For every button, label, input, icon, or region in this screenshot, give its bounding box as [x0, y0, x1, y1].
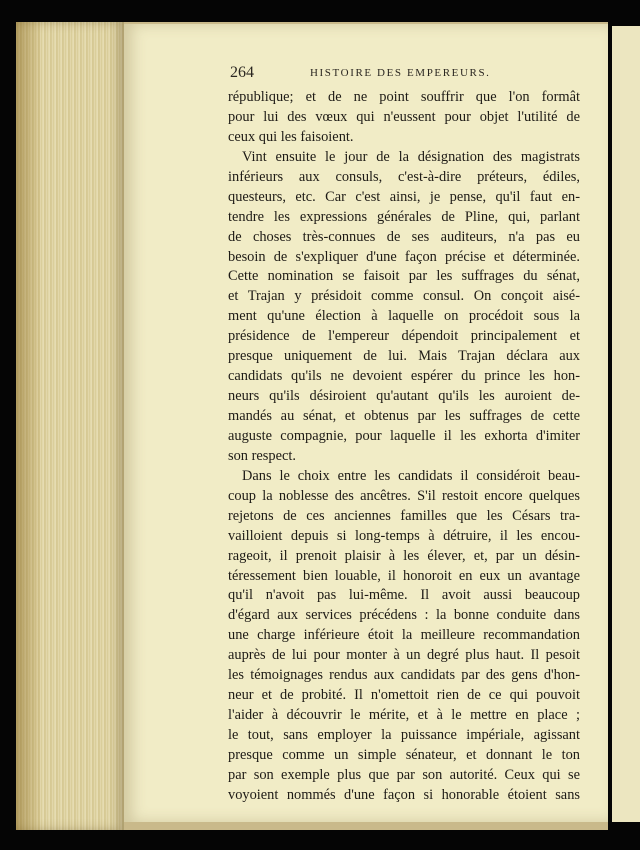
- book-page: [124, 24, 608, 822]
- text-line: auprès de lui pour monter à un degré plus haut. Il pesoit: [228, 647, 580, 664]
- text-line: rejetons de ces anciennes familles que les Césars tra-: [228, 507, 580, 524]
- text-line: Dans le choix entre les candidats il considéroit beau-: [242, 467, 580, 484]
- facing-page-edge: [612, 26, 640, 822]
- text-line: tendre les expressions générales de Pline, qui, parlant: [228, 208, 580, 225]
- text-line: l'aider à découvrir le mérite, et à le mettre en place ;: [228, 707, 580, 724]
- text-line: presque uniquement de lui. Mais Trajan déclara aux: [228, 348, 580, 365]
- text-line: république; et de ne point souffrir que l'on formât: [228, 89, 580, 105]
- text-line: Vint ensuite le jour de la désignation des magistrats: [242, 148, 580, 165]
- text-line: ceux qui les faisoient.: [228, 128, 354, 145]
- text-line: les témoignages rendus aux candidats par des gens d'hon-: [228, 667, 580, 684]
- text-line: rageoit, il prenoit plaisir à les élever, et, par un désin-: [228, 547, 580, 564]
- text-line: vailloient depuis si long-temps à détruire, il les encou-: [228, 527, 580, 544]
- page-edges: [16, 22, 124, 830]
- running-head: HISTOIRE DES EMPEREURS.: [310, 67, 491, 79]
- text-line: une charge inférieure étoit la meilleure recommandation: [228, 627, 580, 644]
- text-line: coup la noblesse des ancêtres. S'il restoit encore quelques: [228, 487, 580, 504]
- text-line: ment qu'une élection à laquelle on procédoit sous la: [228, 308, 580, 325]
- text-line: par son exemple plus que par son autorité. Ceux qui se: [228, 766, 580, 783]
- text-line: inférieurs aux consuls, c'est-à-dire préteurs, édiles,: [228, 168, 580, 185]
- text-line: d'égard aux services précédens : la bonne conduite dans: [228, 607, 580, 624]
- text-line: le tout, sans employer la puissance impériale, agissant: [228, 727, 580, 743]
- text-line: neurs qu'ils désiroient qu'autant qu'ils les auroient de-: [228, 388, 580, 405]
- text-line: candidats qu'ils ne devoient espérer du prince les hon-: [228, 368, 580, 385]
- page-number: 264: [230, 64, 254, 81]
- page-header: [230, 64, 570, 84]
- text-line: qu'il n'avoit pas lui-même. Il avoit aussi beaucoup: [228, 587, 580, 604]
- text-line: de choses très-connues de ses auditeurs, n'a pas eu: [228, 228, 580, 245]
- text-line: presque comme un simple sénateur, et donnant le ton: [228, 746, 580, 763]
- text-line: pour lui des vœux qui n'eussent pour objet l'utilité de: [228, 108, 580, 125]
- text-line: auguste compagnie, pour laquelle il les exhorta d'imiter: [228, 427, 580, 444]
- text-line: neur et de probité. Il n'omettoit rien de ce qui pouvoit: [228, 687, 580, 704]
- text-line: questeurs, etc. Car c'est ainsi, je pense, qu'il faut en-: [228, 188, 580, 205]
- body-text: [228, 88, 580, 806]
- text-line: Cette nomination se faisoit par les suffrages du sénat,: [228, 268, 580, 285]
- text-line: téressement bien louable, il honoroit en eux un avantage: [228, 567, 580, 584]
- text-line: présidence de l'empereur dépendoit principalement et: [228, 328, 580, 345]
- text-line: besoin de s'expliquer d'une façon précise et déterminée.: [228, 248, 580, 265]
- text-line: mandés au sénat, et obtenus par les suffrages de cette: [228, 408, 580, 424]
- text-line: voyoient nommés d'une façon si honorable étoient sans: [228, 786, 580, 803]
- text-line: et Trajan y présidoit comme consul. On conçoit aisé-: [228, 288, 580, 305]
- text-line: son respect.: [228, 447, 296, 464]
